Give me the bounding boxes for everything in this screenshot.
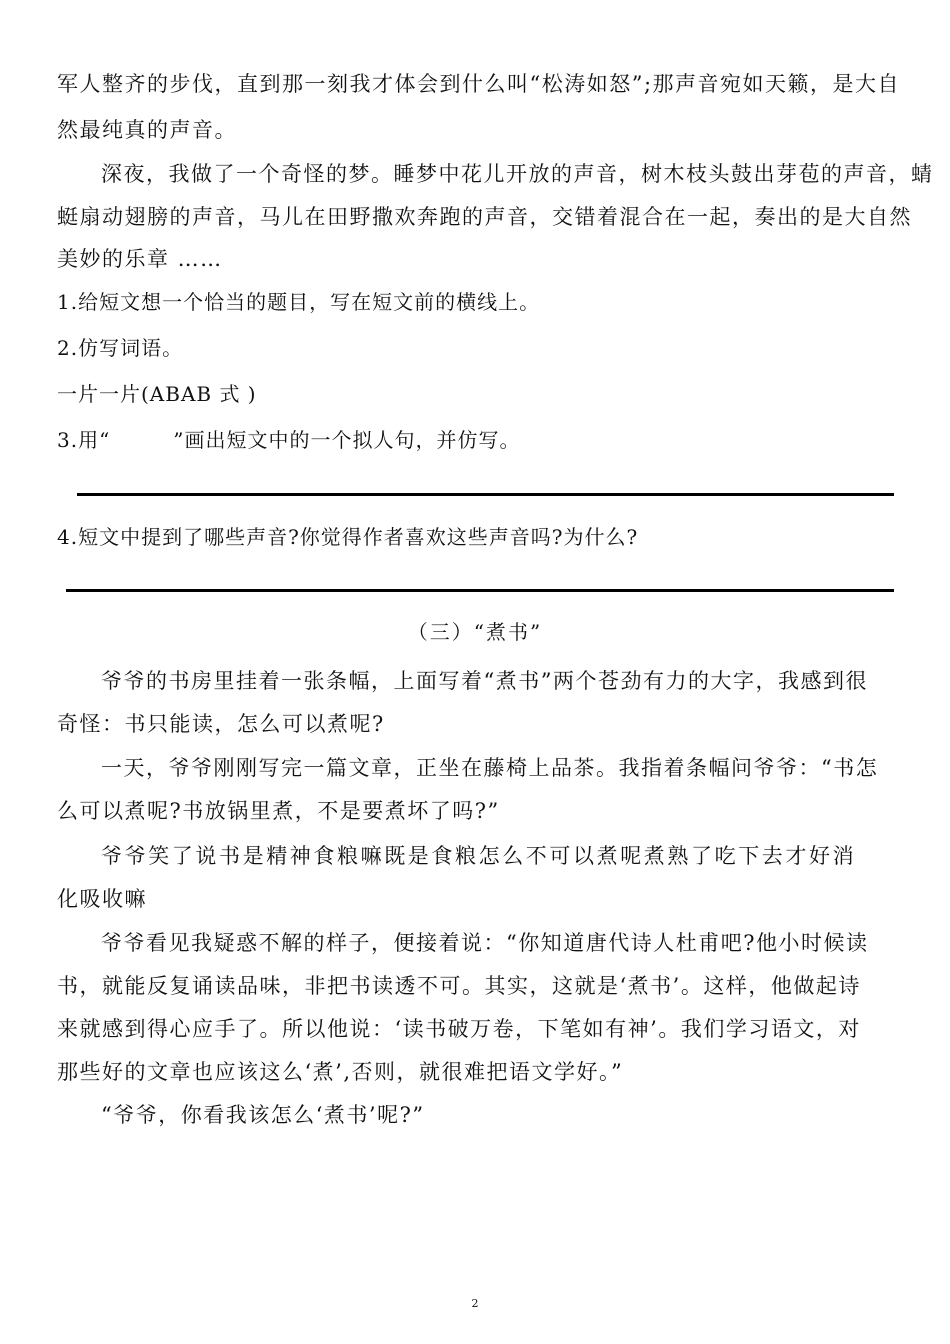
passage-3-line: 爷爷看见我疑惑不解的样子，便接着说：“你知道唐代诗人杜甫吧?他小时候读 [101,931,869,955]
passage-3-line: “爷爷，你看我该怎么‘煮书’呢?” [101,1103,425,1127]
passage-3-line: 来就感到得心应手了。所以他说：‘读书破万卷，下笔如有神’。我们学习语文，对 [57,1017,861,1041]
passage-3-line: 么可以煮呢?书放锅里煮，不是要煮坏了吗?” [57,799,500,823]
question-3: 3.用“ ”画出短文中的一个拟人句，并仿写。 [57,428,521,452]
passage-2-line: 美妙的乐章 …… [57,247,223,271]
question-2-example: 一片一片(ABAB 式 ) [57,382,257,406]
passage-3-line: 爷爷笑了说书是精神食粮嘛既是食粮怎么不可以煮呢煮熟了吃下去才好消 [101,844,857,868]
answer-line[interactable] [66,589,894,592]
passage-3-line: 奇怪：书只能读，怎么可以煮呢? [57,712,385,736]
question-4: 4.短文中提到了哪些声音?你觉得作者喜欢这些声音吗?为什么? [57,525,639,549]
passage-2-line: 蜓扇动翅膀的声音，马儿在田野撒欢奔跑的声音，交错着混合在一起，奏出的是大自然 [57,205,912,229]
passage-3-title: （三）“煮书” [407,620,543,644]
passage-2-line: 军人整齐的步伐，直到那一刻我才体会到什么叫“松涛如怒”;那声音宛如天籁，是大自 [57,72,901,96]
passage-2-line: 深夜，我做了一个奇怪的梦。睡梦中花儿开放的声音，树木枝头鼓出芽苞的声音，蜻 [101,162,934,186]
passage-3-line: 爷爷的书房里挂着一张条幅，上面写着“煮书”两个苍劲有力的大字，我感到很 [101,669,868,693]
passage-3-line: 化吸收嘛 [57,887,147,911]
page-number: 2 [471,1297,479,1310]
passage-3-line: 那些好的文章也应该这么‘煮’,否则，就很难把语文学好。” [57,1060,624,1084]
passage-2-line: 然最纯真的声音。 [57,118,237,142]
passage-3-line: 书，就能反复诵读品味，非把书读透不可。其实，这就是‘煮书’。这样，他做起诗 [57,974,861,998]
question-2: 2.仿写词语。 [57,336,184,360]
answer-line[interactable] [77,493,894,496]
passage-3-line: 一天，爷爷刚刚写完一篇文章，正坐在藤椅上品茶。我指着条幅问爷爷：“书怎 [101,756,879,780]
question-1: 1.给短文想一个恰当的题目，写在短文前的横线上。 [57,290,541,314]
